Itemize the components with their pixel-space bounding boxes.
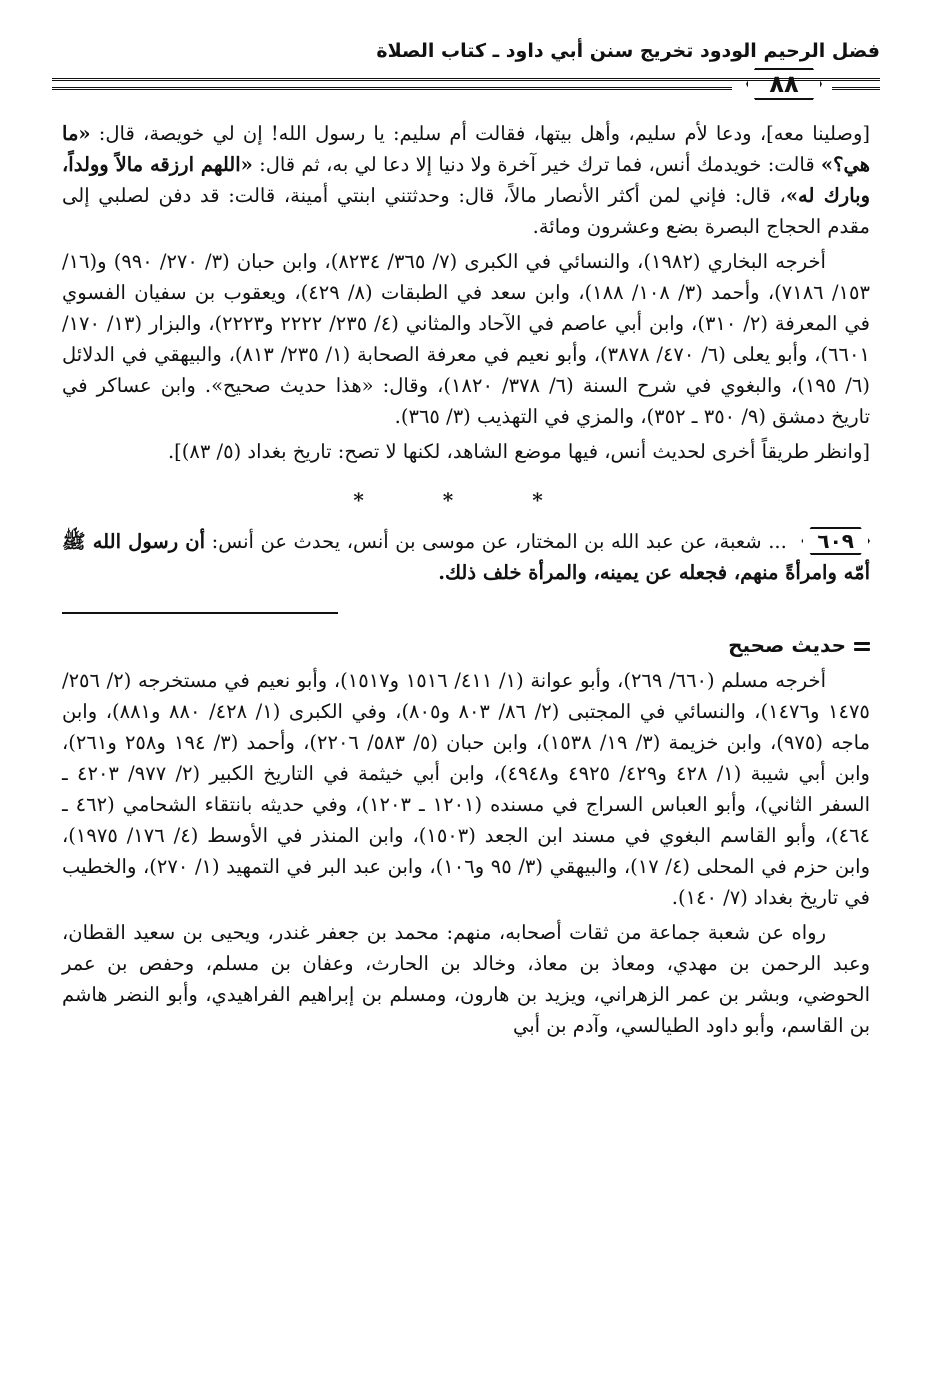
hadith-matn: أن رسول الله ﷺ أمّه وامرأةً منهم، فجعله عن يمينه، والمرأة خلف ذلك. [62,530,870,584]
page-number: ٨٨ [769,70,799,98]
running-title: فضل الرحيم الودود تخريج سنن أبي داود ـ كتاب الصلاة [376,40,880,62]
page-number-badge [736,66,832,102]
paragraph-takhrij-1: أخرجه البخاري (١٩٨٢)، والنسائي في الكبرى (٧/ ٣٦٥/ ٨٢٣٤)، وابن حبان (٣/ ٢٧٠/ ٩٩٠) و(١٦/ ١٥٣/ ٧١٨٦)، وأحمد (٣/ ١٠٨/ ١٨٨)، وابن سعد في الطبقات (٨/ ٤٢٩)، ويعقوب بن سفيان الفسوي في المعرفة (٢/ ٣١٠)، وابن أبي عاصم في الآحاد والمثاني (٤/ ٢٣٥/ ٢٢٢٢ و٢٢٢٣)، والبزار (١٣/ ١٧٠/ ٦٦٠١)، وأبو يعلى (٦/ ٤٧٠/ ٣٨٧٨)، وأبو نعيم في معرفة الصحابة (١/ ٢٣٥/ ٨١٣)، والبيهقي في الدلائل (٦/ ١٩٥)، والبغوي في شرح السنة (٦/ ٣٧٨/ ١٨٢٠)، وقال: «هذا حديث صحيح». وابن عساكر في تاريخ دمشق (٩/ ٣٥٠ ـ ٣٥٢)، والمزي في التهذيب (٣/ ٣٦٥). [62,250,870,428]
hadith-609 [62,526,870,588]
hadith-number: ٦٠٩ [817,529,854,553]
quote-dua: «اللهم ارزقه مالاً وولداً، وبارك له» [62,153,870,207]
verdict-text: حديث صحيح [728,633,846,657]
header-rule-right [832,87,880,90]
section-divider [62,612,338,614]
section-separator: * * * [353,488,579,512]
paragraph-note: [وانظر طريقاً أخرى لحديث أنس، فيها موضع الشاهد، لكنها لا تصح: تاريخ بغداد (٥/ ٨٣)]. [167,440,870,463]
verdict-heading [62,630,870,661]
page-body [62,118,870,1045]
header-rule-left [52,87,732,90]
paragraph-narrators: رواه عن شعبة جماعة من ثقات أصحابه، منهم: محمد بن جعفر غندر، ويحيى بن سعيد القطان، وعبد الرحمن بن مهدي، ومعاذ بن معاذ، وخالد بن الحارث، وعفان بن مسلم، وحفص بن عمر الحوضي، وبشر بن عمر الزهراني، ويزيد بن هارون، ومسلم بن إبراهيم الفراهيدي، وأبو النضر هاشم بن القاسم، وأبو داود الطيالسي، وآدم بن أبي [62,921,870,1037]
book-icon [854,639,870,653]
hadith-chain: ... شعبة، عن عبد الله بن المختار، عن موسى بن أنس، يحدث عن أنس: [205,530,794,553]
quote-ma-hiya: «ما هي؟» [62,122,870,176]
narration-part-2: قالت: خويدمك أنس، فما ترك خير آخرة ولا دنيا إلا دعا لي به، ثم قال: [252,153,821,176]
paragraph-takhrij-2: أخرجه مسلم (٦٦٠/ ٢٦٩)، وأبو عوانة (١/ ٤١١/ ١٥١٦ و١٥١٧)، وأبو نعيم في مستخرجه (٢/ ٢٥٦/ ١٤٧٥ و١٤٧٦)، والنسائي في المجتبى (٢/ ٨٦/ ٨٠٣ و٨٠٥)، وفي الكبرى (١/ ٤٢٨/ ٨٨٠ و٨٨١)، وابن ماجه (٩٧٥)، وابن خزيمة (٣/ ١٩/ ١٥٣٨)، وابن حبان (٥/ ٥٨٣/ ٢٢٠٦)، وأحمد (٣/ ١٩٤ و٢٥٨ و٢٦١)، وابن أبي شيبة (١/ ٤٢٨ و٤٢٩/ ٤٩٢٥ و٤٩٤٨)، وابن أبي خيثمة في التاريخ الكبير (٢/ ٩٧٧/ ٤٢٠٣ ـ السفر الثاني)، وأبو العباس السراج في مسنده (١٢٠١ ـ ١٢٠٣)، وفي حديثه بانتقاء الشحامي (٤٦٢ ـ ٤٦٤)، وأبو القاسم البغوي في مسند ابن الجعد (١٥٠٣)، وابن المنذر في الأوسط (٤/ ١٧٦/ ١٩٧٥)، وابن حزم في المحلى (٤/ ١٧)، والبيهقي (٣/ ٩٥ و١٠٦)، وابن عبد البر في التمهيد (١/ ٢٧٠)، والخطيب في تاريخ بغداد (٧/ ١٤٠). [62,669,871,909]
narration-part-1: [وصلينا معه]، ودعا لأم سليم، وأهل بيتها، فقالت أم سليم: يا رسول الله! إن لي خويصة، قال: [90,122,870,145]
paragraph-narration [62,118,870,242]
hadith-number-badge [801,527,870,555]
narration-part-3: ، قال: فإني لمن أكثر الأنصار مالاً، قال: وحدثتني ابنتي أمينة، قالت: قد دفن لصلبي إلى مقدم الحجاج البصرة بضع وعشرون ومائة. [62,184,870,238]
